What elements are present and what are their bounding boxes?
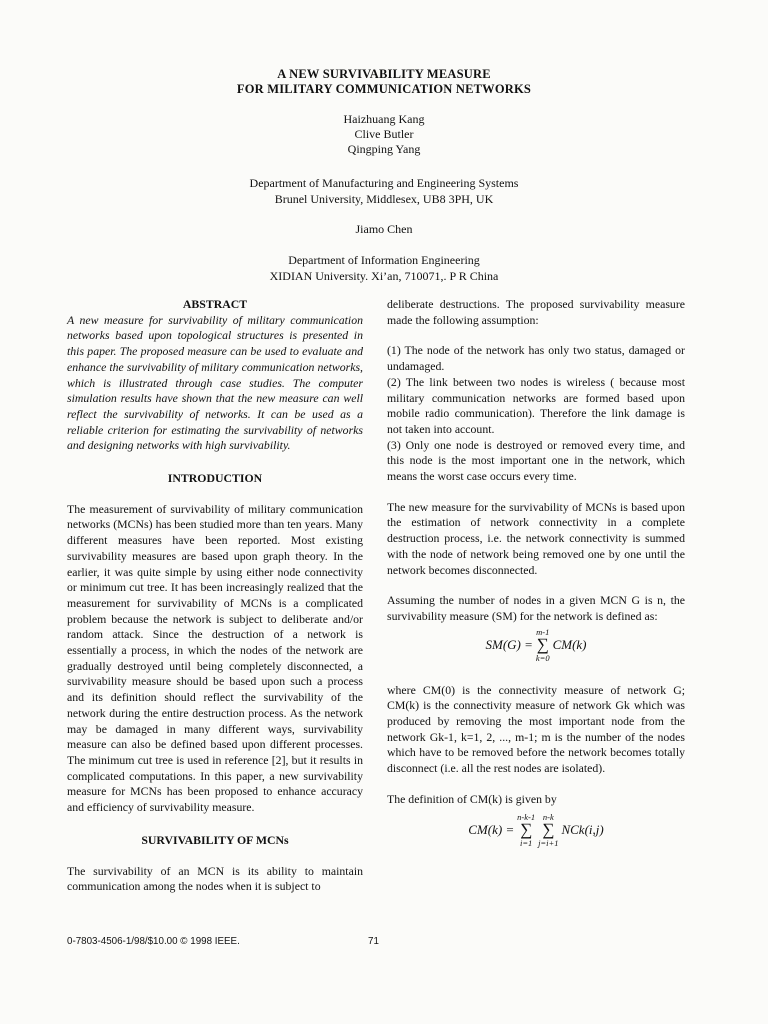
survivability-heading: SURVIVABILITY OF MCNs [141,832,289,847]
sum-upper-limit: n-k [542,811,554,822]
affiliation-xidian [0,253,768,284]
abstract-heading: ABSTRACT [182,297,248,311]
where-paragraph: where CM(0) is the connectivity measure of network G; CM(k) is the connectivity measure of network Gk which was produced by removing the most important node from the network Gk-1, k=1, 2, ..., m-1; m is the number of the nodes which have to be removed before the network becomes totally disconnect (i.e. all the rest nodes are isolated). [387,682,685,776]
equation-cm [387,812,685,862]
new-measure-paragraph: The new measure for the survivability of MCNs is based upon the estimation of network connectivity in a complete destruction process, i.e. the network connectivity is summed with the node of network being removed one by one until the network becomes disconnected. [387,499,685,577]
assumption-item: (1) The node of the network has only two status, damaged or undamaged. [387,343,685,374]
introduction-heading: INTRODUCTION [167,471,263,486]
abstract-text: A new measure for survivability of military communication networks based upon topological structures is presented in this paper. The proposed measure can be used to evaluate and enhance the survivability of military communication networks, which is illustrated through case studies. The computer simulation results have shown that the new measure can well reflect the survivability of networks. It can be used as a reliable criterion for estimating the survivability of networks and designing networks with high survivability. [67,312,363,453]
sigma-symbol: ∑ [520,819,533,839]
affiliation-line: Brunel University, Middlesex, UB8 3PH, UK [274,191,494,206]
summation [517,812,535,848]
author-list [0,112,768,157]
equation-rhs: CM(k) [552,636,587,652]
author-name: Clive Butler [354,127,414,141]
author-name: Qingping Yang [347,142,421,156]
affiliation-brunel [0,176,768,207]
assumption-item: (2) The link between two nodes is wireless ( because most military communication networks are formed based upon mobile radio communication). Therefore the link damage is not taken into account. [387,374,685,436]
sigma-symbol: ∑ [542,819,555,839]
sigma-symbol: ∑ [536,634,549,654]
sum-lower-limit: k=0 [535,652,550,663]
author-name: Haizhuang Kang [343,112,425,126]
title-line-2: FOR MILITARY COMMUNICATION NETWORKS [236,82,532,96]
equation-rhs: NCk(i,j) [561,821,604,837]
equation-lhs: CM(k) = [468,821,515,837]
left-column [67,297,363,895]
sum-upper-limit: n-k-1 [517,811,536,822]
continued-text: deliberate destructions. The proposed survivability measure made the following assumption: [387,297,685,327]
affiliation-line: XIDIAN University. Xi’an, 710071,. P R China [269,268,499,283]
right-column [387,297,685,862]
summation [538,812,558,848]
sum-lower-limit: i=1 [519,837,533,848]
equation-sm [387,627,685,683]
definition-paragraph: The definition of CM(k) is given by [387,791,557,806]
affiliation-line: Department of Manufacturing and Engineering Systems [249,176,519,190]
survivability-text: The survivability of an MCN is its ability to maintain communication among the nodes when it is subject to [67,863,363,894]
assuming-paragraph: Assuming the number of nodes in a given MCN G is n, the survivability measure (SM) for the network is defined as: [387,593,685,623]
copyright-footer: 0-7803-4506-1/98/$10.00 © 1998 IEEE. [67,936,240,947]
sum-upper-limit: m-1 [536,626,550,637]
title-line-1: A NEW SURVIVABILITY MEASURE [277,67,491,81]
author-name: Jiamo Chen [355,222,413,236]
paper-title [0,67,768,97]
summation [536,627,550,663]
equation-lhs: SM(G) = [485,636,533,652]
sum-lower-limit: j=i+1 [538,837,559,848]
affiliation-line: Department of Information Engineering [288,253,480,267]
page-number: 71 [368,936,379,947]
introduction-text: The measurement of survivability of military communication networks (MCNs) has been studied more than ten years. Many different measures have been reported. Most existing survivability measures are based upon graph theory. In the earlier, it was quite simple by using either node connectivity or minimum cut tree. It has been increasingly realized that the measurement for survivability of MCNs is a complicated problem because the network is subject to deliberate and/or random attack. Since the destruction of a network is essentially a process, in which the nodes of the network are gradually destroyed until being completely disconnected, a survivability measure should be based upon such a process and its definition should reflect the survivability of the network during the entire destruction process. As the network may be damaged in many different ways, survivability measure can also be defined based upon different processes. The minimum cut tree is used in reference [2], but it results in complicated computations. In this paper, a new survivability measure for MCNs has been proposed to enhance accuracy and efficiency of survivability measure. [67,501,363,815]
assumption-item: (3) Only one node is destroyed or removed every time, and this node is the most important one in the network, which means the worst case occurs every time. [387,437,685,484]
